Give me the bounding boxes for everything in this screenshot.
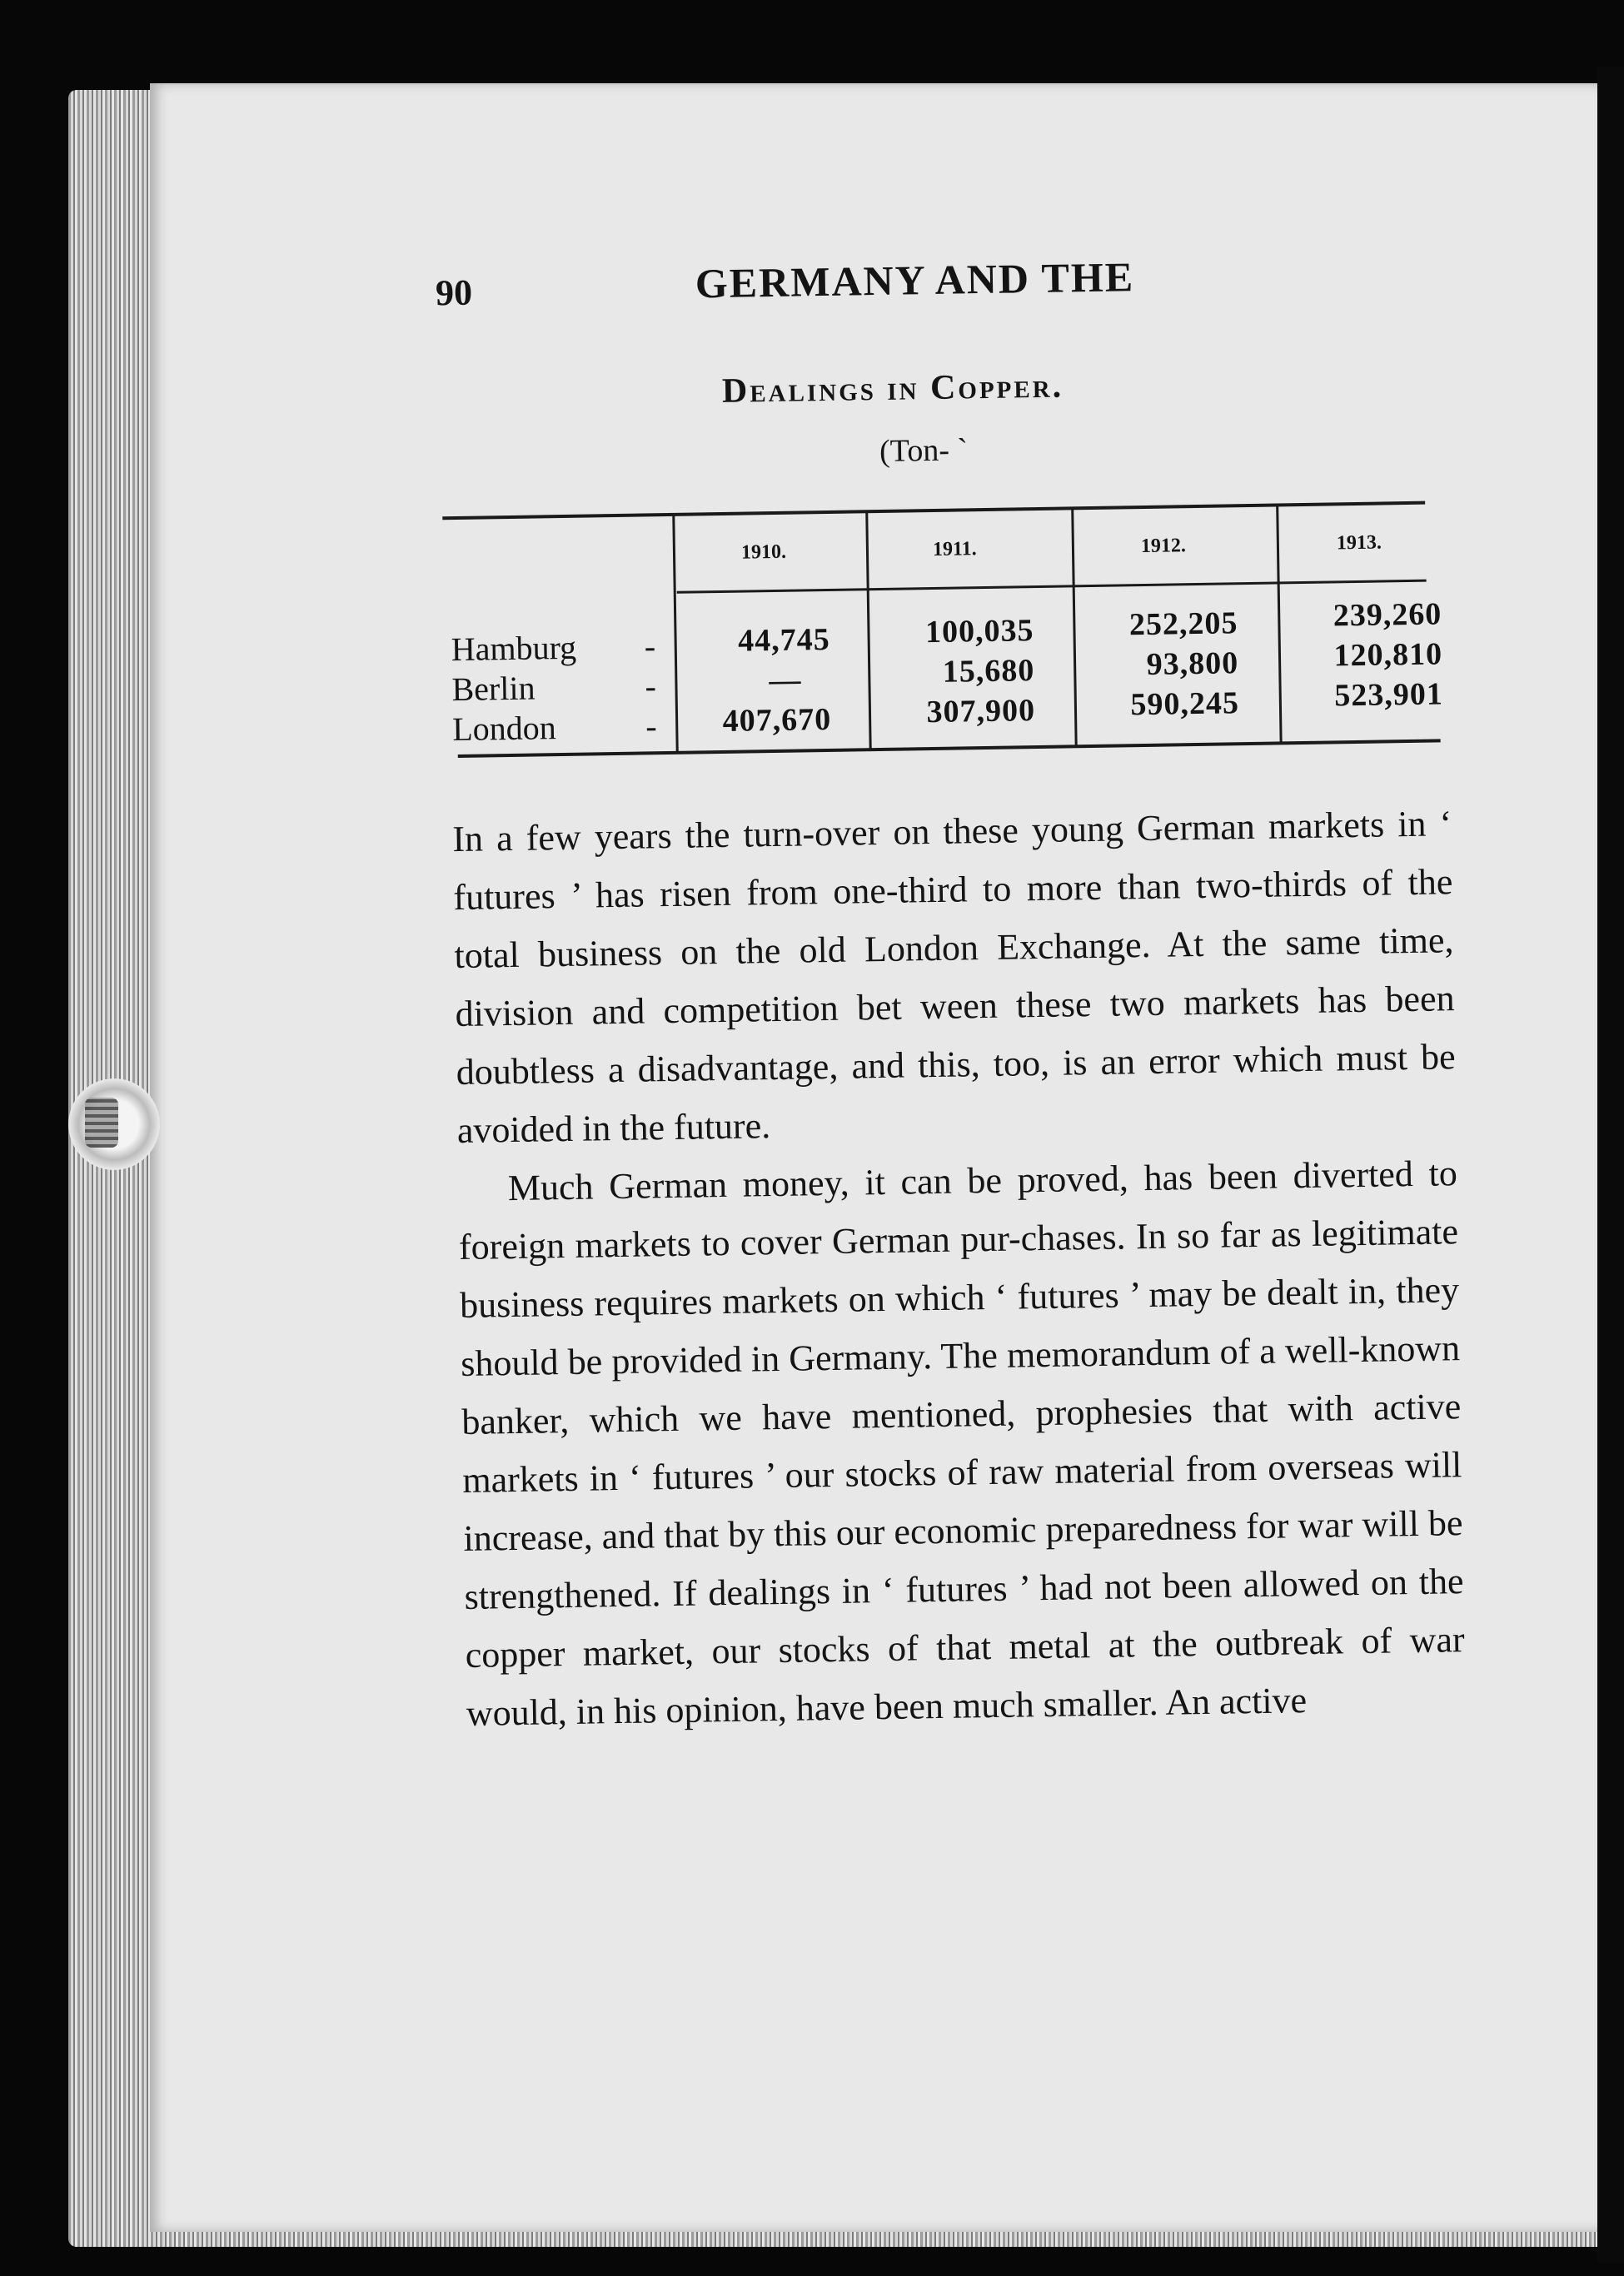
row-label-berlin: Berlin xyxy=(451,669,536,709)
table-title: Dealings in Copper. xyxy=(721,366,1064,411)
row-label-london: London xyxy=(451,709,557,749)
page-number: 90 xyxy=(435,271,473,314)
table-cell: 307,900 xyxy=(926,693,1036,730)
table-header-rule xyxy=(677,580,1427,594)
table-bottom-rule xyxy=(458,739,1441,758)
table-cell: 93,800 xyxy=(1146,645,1239,682)
paragraph: Much German money, it can be proved, has been diverted to foreign markets to cover German pur-chases. In so far as legitimate business requires markets on which ‘ futures ’ may be dealt in, they should be provided in Germany. The memorandum of a well-known banker, which we have mentioned, prophesies that with active markets in ‘ futures ’ our stocks of raw material from overseas will increase, and that by this our economic preparedness for war will be strengthened. If dealings in ‘ futures ’ had not been allowed on the copper market, our stocks of that metal at the outbreak of war would, in his opinion, have been much smaller. An active xyxy=(458,1153,1465,1734)
column-header-year: 1911. xyxy=(932,538,977,560)
table-cell: 523,901 xyxy=(1333,676,1444,714)
column-header-year: 1910. xyxy=(740,540,787,564)
row-leader: - xyxy=(644,627,656,665)
running-head: GERMANY AND THE xyxy=(695,253,1135,307)
table-cell: 252,205 xyxy=(1128,605,1238,643)
table-cell: 239,260 xyxy=(1333,596,1442,634)
row-label-hamburg: Hamburg xyxy=(451,628,577,669)
table-cell: 590,245 xyxy=(1130,685,1240,723)
row-leader: - xyxy=(645,667,657,705)
table-cell: 120,810 xyxy=(1333,636,1443,674)
table-unit: (Ton- ` xyxy=(879,432,969,469)
table-cell: 100,035 xyxy=(924,613,1034,650)
column-header-year: 1913. xyxy=(1336,531,1382,555)
column-header-year: 1912. xyxy=(1140,535,1187,558)
table-cell: 44,745 xyxy=(737,621,830,659)
table-cell: 15,680 xyxy=(942,653,1035,690)
row-leader: - xyxy=(645,707,657,745)
paragraph: In a few years the turn-over on these young German markets in ‘ futures ’ has risen from one-third to more than two-thirds of the total business on the old London Exchange. At the same time, division and competition bet ween these two markets has been doubtless a disadvantage, and this, too, is an error which must be avoided in the future. xyxy=(451,803,1456,1152)
table-cell: 407,670 xyxy=(722,701,832,739)
body-text xyxy=(452,794,1466,1743)
table-cell: — xyxy=(769,662,802,699)
